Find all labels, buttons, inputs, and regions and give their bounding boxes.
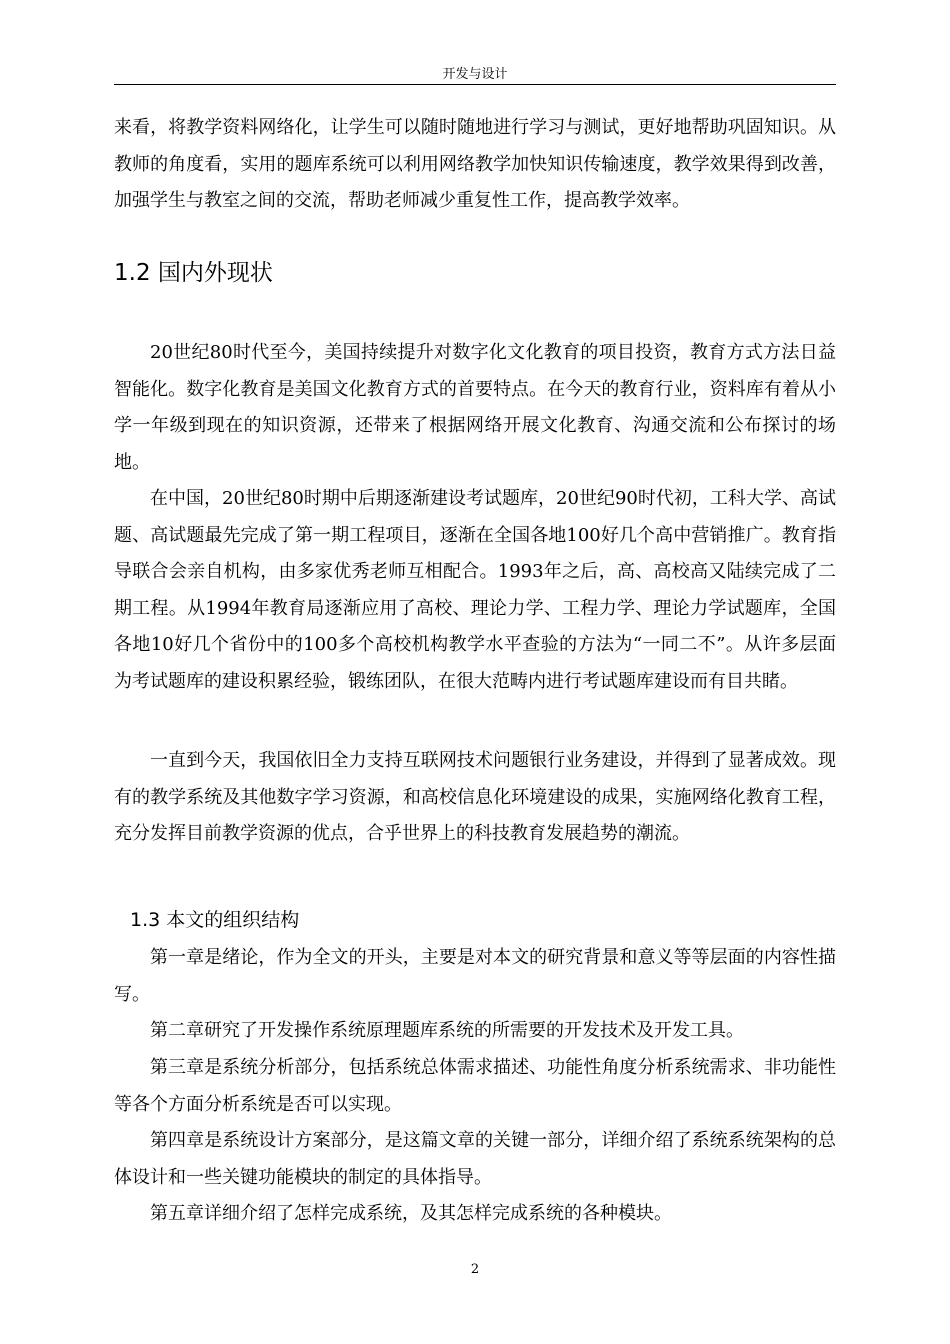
paragraph-chapter-3: 第三章是系统分析部分，包括系统总体需求描述、功能性角度分析系统需求、非功能性等各个方面分析系统是否可以实现。 (114, 1057, 836, 1115)
paragraph-intro-continuation: 来看，将教学资料网络化，让学生可以随时随地进行学习与测试，更好地帮助巩固知识。从教师的角度看，实用的题库系统可以利用网络教学加快知识传输速度，教学效果得到改善，加强学生与教室之间的交流，帮助老师减少重复性工作，提高教学效率。 (114, 117, 836, 211)
header-divider (114, 84, 836, 85)
paragraph-chapter-4: 第四章是系统设计方案部分，是这篇文章的关键一部分，详细介绍了系统系统架构的总体设计和一些关键功能模块的制定的具体指导。 (114, 1130, 836, 1188)
page-header-title: 开发与设计 (442, 67, 508, 82)
paragraph-china-status: 在中国，20世纪80时期中后期逐渐建设考试题库，20世纪90时代初，工科大学、高试题、高试题最先完成了第一期工程项目，逐渐在全国各地100好几个高中营销推广。教育指导联合会亲自机构，由多家优秀老师互相配合。1993年之后，高、高校高又陆续完成了二期工程。从1994年教育局逐渐应用了高校、理论力学、工程力学、理论力学试题库，全国各地10好几个省份中的100多个高校机构教学水平查验的方法为“一同二不”。从许多层面为考试题库的建设积累经验，锻练团队，在很大范畴内进行考试题库建设而有目共睹。 (114, 488, 836, 692)
paragraph-chapter-1: 第一章是绪论，作为全文的开头，主要是对本文的研究背景和意义等等层面的内容性描写。 (114, 947, 836, 1005)
paragraph-chapter-5: 第五章详细介绍了怎样完成系统，及其怎样完成系统的各种模块。 (150, 1203, 672, 1224)
paragraph-chapter-2: 第二章研究了开发操作系统原理题库系统的所需要的开发技术及开发工具。 (150, 1020, 744, 1041)
paragraph-current-status: 一直到今天，我国依旧全力支持互联网技术问题银行业务建设，并得到了显著成效。现有的教学系统及其他数字学习资源，和高校信息化环境建设的成果，实施网络化教育工程，充分发挥目前教学资源的优点，合乎世界上的科技教育发展趋势的潮流。 (114, 750, 836, 844)
section-heading-1-2: 1.2 国内外现状 (114, 260, 273, 286)
section-heading-1-3: 1.3 本文的组织结构 (130, 909, 300, 931)
page-number: 2 (470, 1262, 480, 1277)
paragraph-usa-status: 20世纪80时代至今，美国持续提升对数字化文化教育的项目投资，教育方式方法日益智能化。数字化教育是美国文化教育方式的首要特点。在今天的教育行业，资料库有着从小学一年级到现在的知识资源，还带来了根据网络开展文化教育、沟通交流和公布探讨的场地。 (114, 342, 836, 473)
